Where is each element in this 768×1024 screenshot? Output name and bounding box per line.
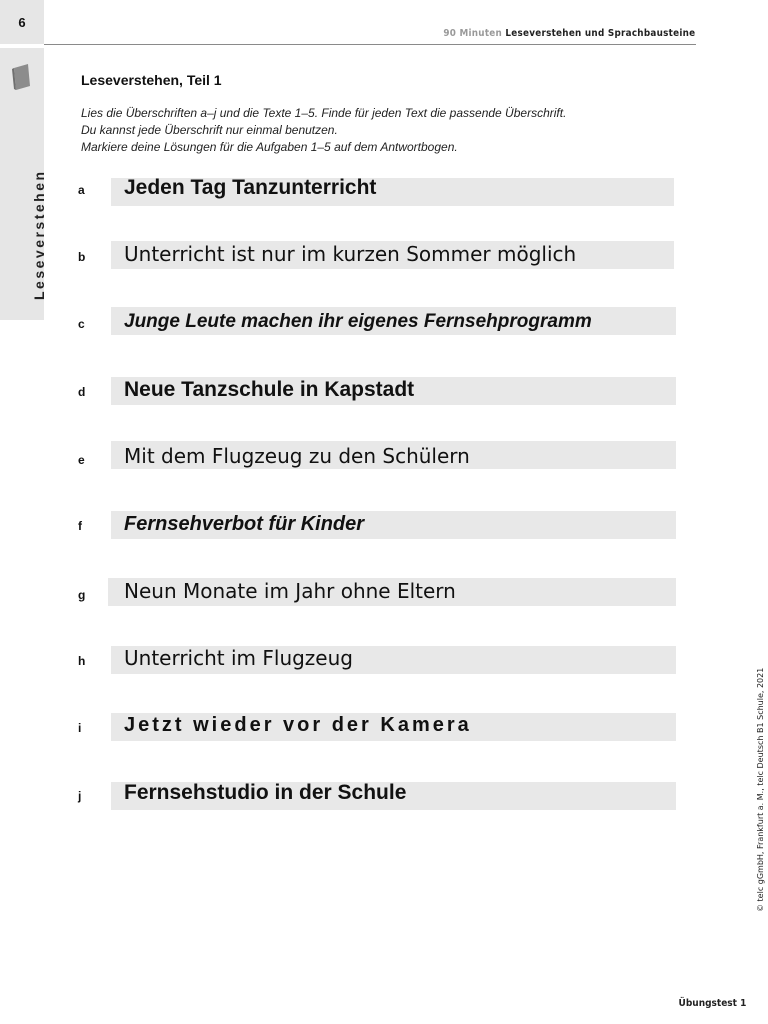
- heading-text-b: Unterricht ist nur im kurzen Sommer möglich: [124, 242, 577, 266]
- heading-text-c: Junge Leute machen ihr eigenes Fernsehprogramm: [124, 311, 592, 332]
- heading-letter-i: i: [78, 721, 82, 735]
- copyright-notice: © telc gGmbH, Frankfurt a. M., telc Deutsch B1 Schule, 2021: [756, 667, 765, 912]
- header-prefix: 90 Minuten: [442, 28, 502, 39]
- heading-letter-c: c: [78, 317, 85, 331]
- heading-letter-j: j: [78, 789, 82, 803]
- heading-letter-e: e: [78, 453, 85, 467]
- header-title: Leseverstehen und Sprachbausteine: [505, 28, 695, 39]
- section-title: Leseverstehen, Teil 1: [81, 72, 222, 88]
- instruction-line: Du kannst jede Überschrift nur einmal benutzen.: [81, 123, 338, 137]
- heading-text-h: Unterricht im Flugzeug: [124, 646, 353, 670]
- heading-text-a: Jeden Tag Tanzunterricht: [124, 176, 377, 199]
- heading-text-g: Neun Monate im Jahr ohne Eltern: [124, 579, 456, 603]
- heading-text-j: Fernsehstudio in der Schule: [124, 781, 407, 804]
- heading-letter-b: b: [78, 250, 86, 264]
- side-label: Leseverstehen: [31, 169, 47, 300]
- heading-letter-f: f: [78, 519, 82, 533]
- heading-letter-a: a: [78, 183, 85, 197]
- footer-label: Übungstest 1: [678, 998, 746, 1009]
- heading-letter-g: g: [78, 588, 86, 602]
- header-divider: [44, 44, 696, 45]
- instruction-line: Markiere deine Lösungen für die Aufgaben 1–5 auf dem Antwortbogen.: [81, 140, 458, 154]
- page-number: 6: [0, 0, 44, 44]
- heading-text-e: Mit dem Flugzeug zu den Schülern: [124, 444, 470, 468]
- heading-text-f: Fernsehverbot für Kinder: [124, 513, 365, 535]
- running-header: [443, 28, 695, 39]
- instructions: [81, 105, 566, 156]
- book-icon: [12, 64, 32, 90]
- instruction-line: Lies die Überschriften a–j und die Texte 1–5. Finde für jeden Text die passende Überschrift.: [81, 106, 567, 120]
- heading-text-d: Neue Tanzschule in Kapstadt: [124, 378, 415, 401]
- heading-letter-h: h: [78, 654, 86, 668]
- heading-letter-d: d: [78, 385, 86, 399]
- heading-text-i: Jetzt wieder vor der Kamera: [124, 714, 472, 736]
